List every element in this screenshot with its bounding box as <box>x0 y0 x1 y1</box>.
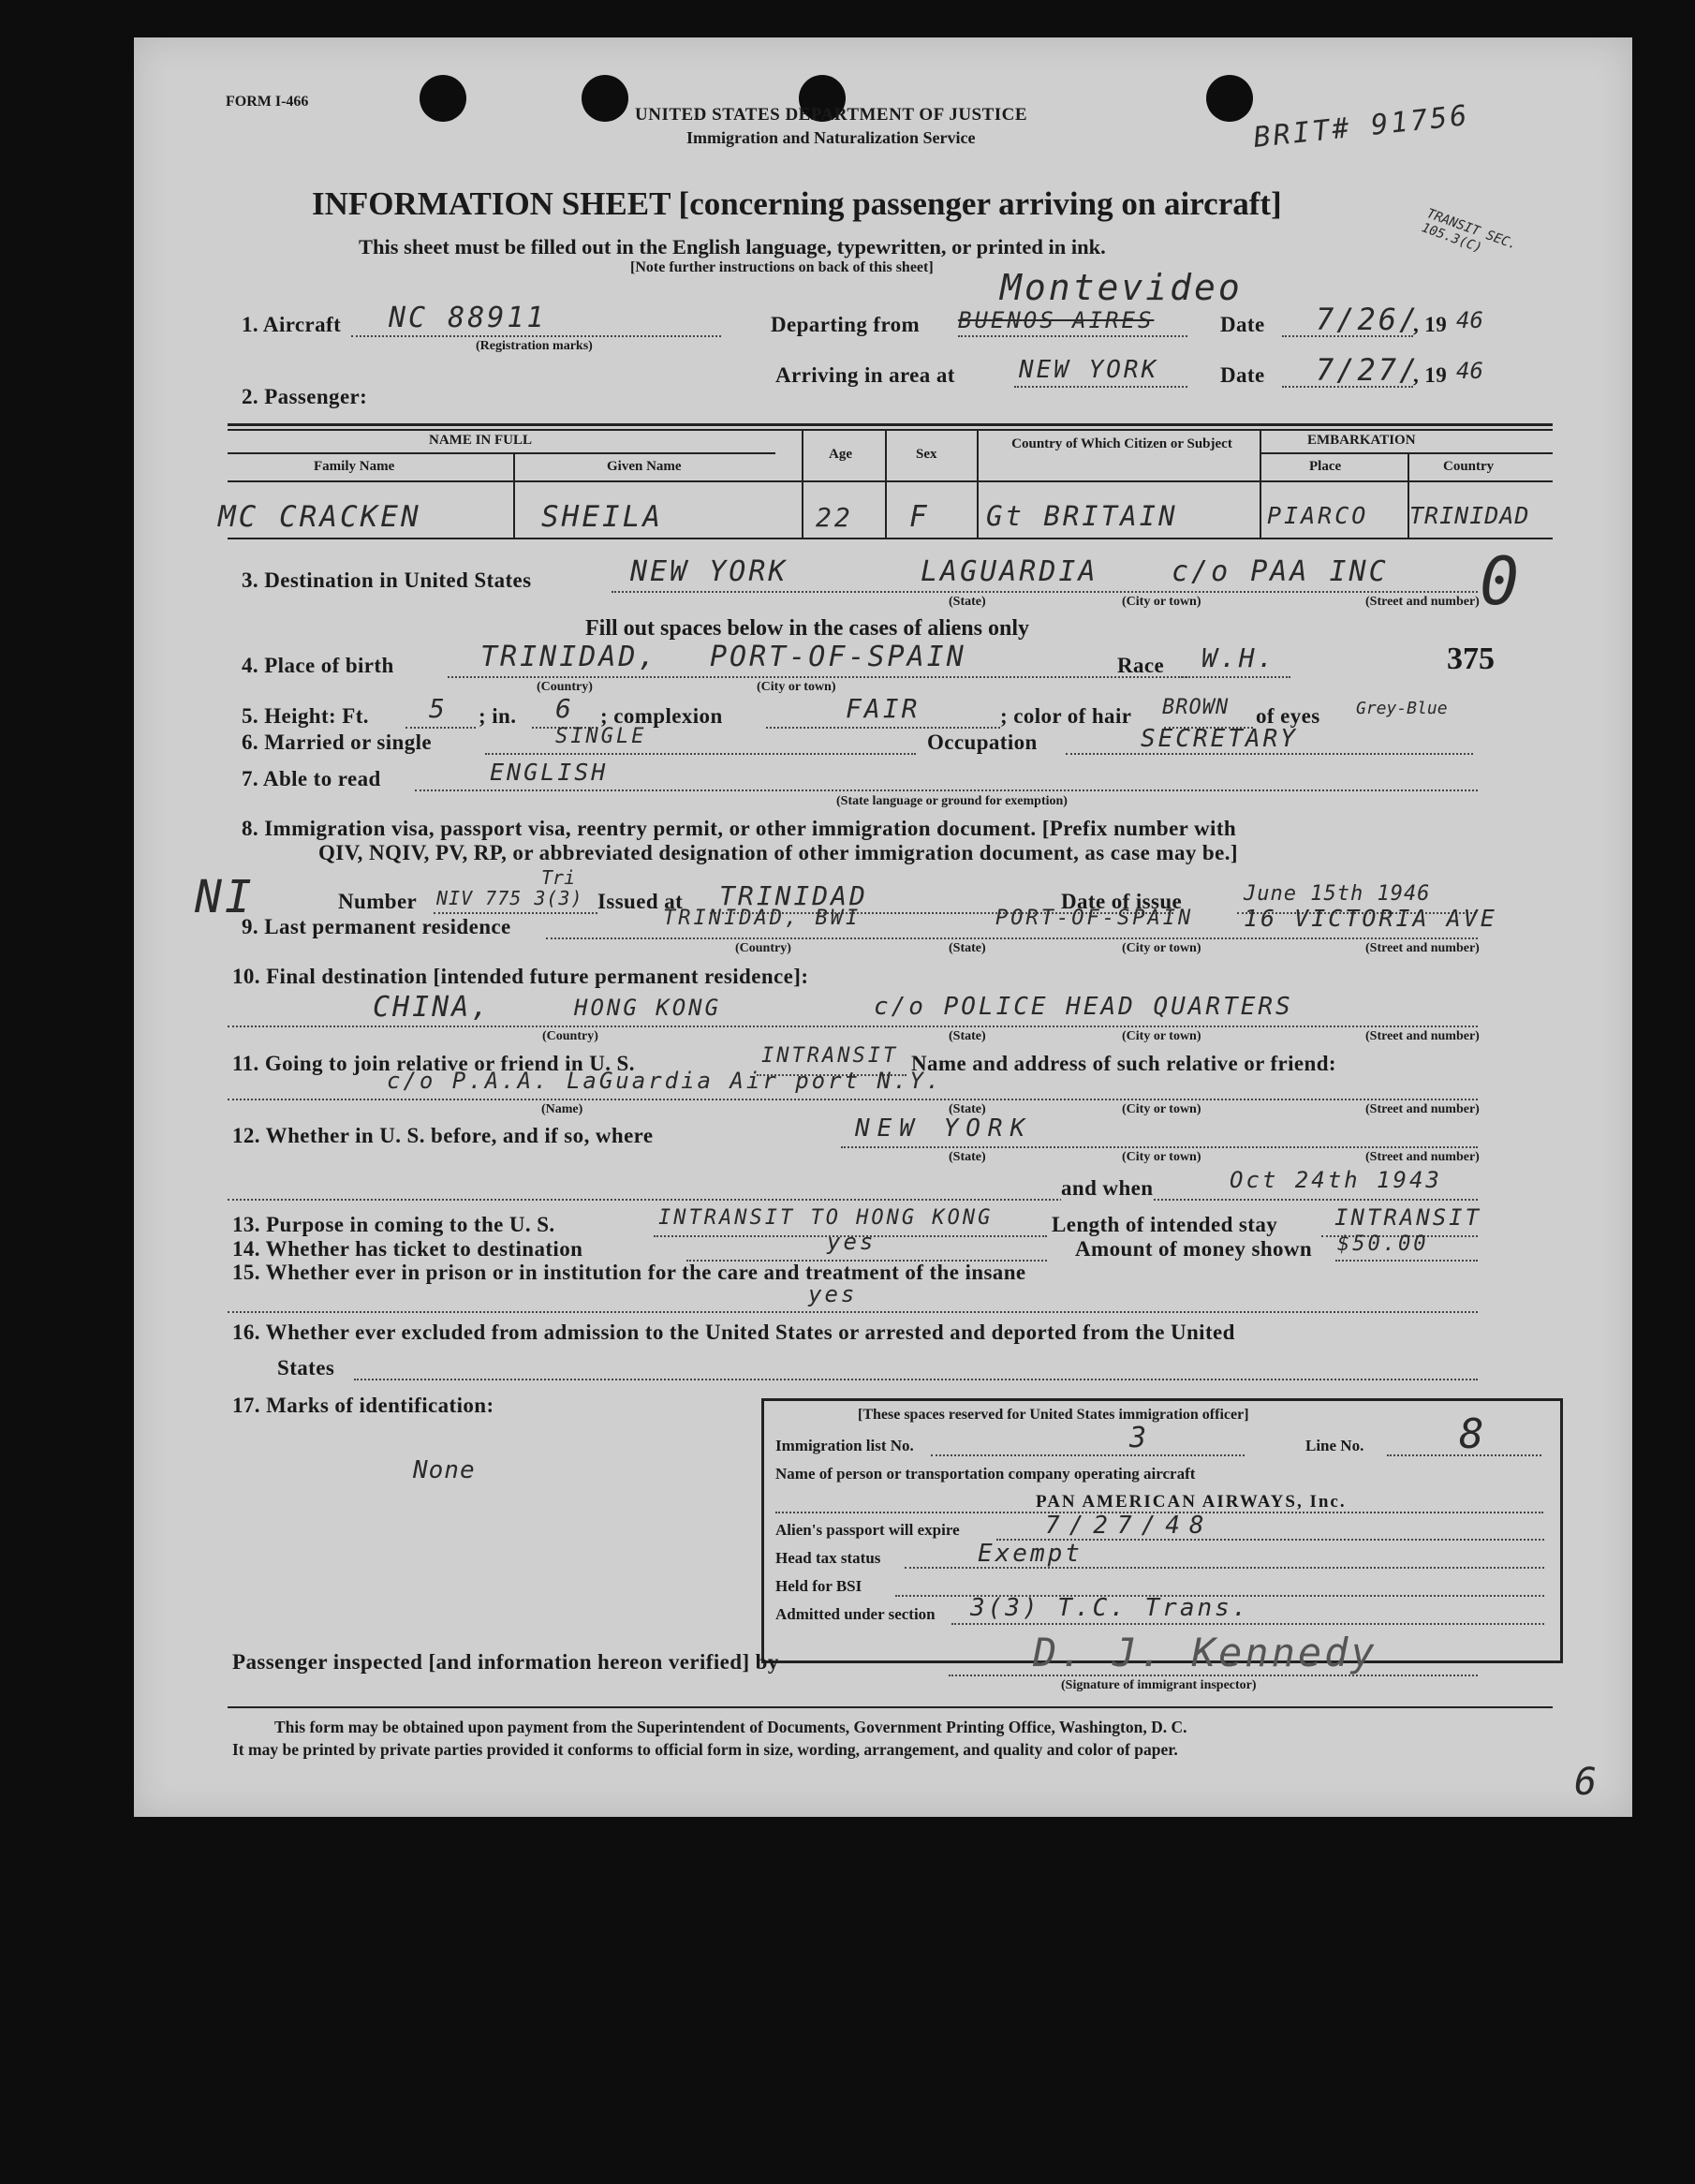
visa-number: NIV 775 3(3) <box>436 887 583 909</box>
arriving-label: Arriving in area at <box>775 363 955 387</box>
final-destination-label: 10. Final destination [intended future permanent residence]: <box>232 965 809 988</box>
punch-hole <box>582 75 628 122</box>
destination-label: 3. Destination in United States <box>242 568 532 592</box>
form-instruction: This sheet must be filled out in the English language, typewritten, or printed in ink. <box>359 235 1106 258</box>
prison-label: 15. Whether ever in prison or in institution for the care and treatment of the insane <box>232 1261 1026 1284</box>
residence-street: 16 VICTORIA AVE <box>1244 905 1497 932</box>
embark-country-value: TRINIDAD <box>1409 502 1530 529</box>
ticket-label: 14. Whether has ticket to destination <box>232 1237 583 1261</box>
circled-mark: 0 <box>1480 543 1520 620</box>
hair-value: BROWN <box>1162 696 1230 719</box>
issue-date-label: Date of issue <box>1061 890 1183 913</box>
relative-value-b: c/o P.A.A. LaGuardia Air port N.Y. <box>387 1068 943 1094</box>
visa-number-note: Tri <box>541 866 576 889</box>
birth-country: TRINIDAD, <box>480 641 658 673</box>
departure-year: 46 <box>1456 307 1483 333</box>
page-mark: 6 <box>1574 1761 1600 1804</box>
money-value: $50.00 <box>1337 1232 1429 1256</box>
footer-line1: This form may be obtained upon payment from the Superintendent of Documents, Government Printing Office, Washington, D. C. <box>274 1718 1187 1736</box>
passport-value: 7/27/48 <box>1045 1512 1214 1540</box>
relative-sub-street: (Street and number) <box>1365 1102 1480 1116</box>
aircraft-label: 1. Aircraft <box>242 313 342 336</box>
birth-city: PORT-OF-SPAIN <box>710 641 966 673</box>
height-in-label: ; in. <box>479 704 517 728</box>
eyes-value: Grey-Blue <box>1356 699 1448 718</box>
col-place: Place <box>1309 459 1342 474</box>
race-label: Race <box>1117 654 1165 677</box>
relative-value-a: INTRANSIT <box>761 1044 899 1068</box>
given-name-value: SHEILA <box>541 500 663 534</box>
before-value: NEW YORK <box>855 1114 1033 1143</box>
issued-label: Issued at <box>597 890 684 913</box>
before-sub-city: (City or town) <box>1122 1150 1201 1164</box>
destination-sub-state: (State) <box>949 595 986 609</box>
marks-label: 17. Marks of identification: <box>232 1394 494 1417</box>
ni-mark: NI <box>195 871 255 923</box>
col-family-name: Family Name <box>314 459 395 474</box>
excluded-line2: States <box>277 1356 335 1380</box>
issue-date-value: June 15th 1946 <box>1244 882 1431 906</box>
form-sheet <box>134 37 1632 1817</box>
officer-heading: [These spaces reserved for United States immigration officer] <box>858 1407 1249 1423</box>
final-sub-city: (City or town) <box>1122 1029 1201 1043</box>
bsi-label: Held for BSI <box>775 1577 862 1595</box>
form-note: [Note further instructions on back of this sheet] <box>630 259 934 275</box>
final-country: CHINA, <box>373 991 492 1024</box>
destination-street: c/o PAA INC <box>1172 555 1389 588</box>
complexion-value: FAIR <box>846 693 921 724</box>
residence-sub-country: (Country) <box>735 941 791 955</box>
complexion-label: ; complexion <box>600 704 723 728</box>
final-sub-country: (Country) <box>542 1029 598 1043</box>
number-label: Number <box>338 890 418 913</box>
year-prefix: , 19 <box>1413 313 1448 336</box>
occupation-value: SECRETARY <box>1141 725 1298 753</box>
inspector-signature: D. J. Kennedy <box>1033 1630 1378 1675</box>
passport-label: Alien's passport will expire <box>775 1521 960 1539</box>
read-label: 7. Able to read <box>242 767 381 790</box>
col-emb-country: Country <box>1443 459 1495 474</box>
when-label: and when <box>1061 1176 1154 1200</box>
inspected-label: Passenger inspected [and information hereon verified] by <box>232 1650 779 1674</box>
col-embarkation: EMBARKATION <box>1307 433 1416 448</box>
family-name-value: MC CRACKEN <box>218 500 421 534</box>
marks-value: None <box>413 1456 476 1484</box>
col-country-citizen: Country of Which Citizen or Subject <box>1011 436 1232 451</box>
relative-label-a: 11. Going to join relative or friend in U. S. <box>232 1052 635 1075</box>
residence-sub-state: (State) <box>949 941 986 955</box>
aircraft-value: NC 88911 <box>389 302 547 334</box>
hair-label: ; color of hair <box>1000 704 1132 728</box>
footer-line2: It may be printed by private parties provided it conforms to official form in size, wording, arrangement, and quality and color of paper. <box>232 1740 1178 1759</box>
purpose-label: 13. Purpose in coming to the U. S. <box>232 1213 555 1236</box>
height-label: 5. Height: Ft. <box>242 704 369 728</box>
residence-city: PORT-OF-SPAIN <box>995 907 1194 930</box>
before-sub-street: (Street and number) <box>1365 1150 1480 1164</box>
sex-value: F <box>909 500 930 534</box>
punch-hole <box>1206 75 1253 122</box>
when-value: Oct 24th 1943 <box>1230 1167 1442 1193</box>
height-ft: 5 <box>429 693 448 724</box>
department-title: UNITED STATES DEPARTMENT OF JUSTICE <box>635 105 1028 125</box>
relative-sub-city: (City or town) <box>1122 1102 1201 1116</box>
punch-hole <box>420 75 466 122</box>
tax-value: Exempt <box>978 1540 1083 1568</box>
destination-sub-street: (Street and number) <box>1365 595 1480 609</box>
occupation-label: Occupation <box>927 730 1038 754</box>
relative-sub-name: (Name) <box>541 1102 583 1116</box>
form-title: INFORMATION SHEET [concerning passenger arriving on aircraft] <box>312 185 1282 222</box>
operator-label: Name of person or transportation company operating aircraft <box>775 1465 1196 1483</box>
residence-sub-city: (City or town) <box>1122 941 1201 955</box>
final-state: HONG KONG <box>574 995 722 1021</box>
visa-line2: QIV, NQIV, PV, RP, or abbreviated designation of other immigration document, as case may be.] <box>318 841 1238 864</box>
service-title: Immigration and Naturalization Service <box>686 128 976 147</box>
serial-code: 375 <box>1447 642 1495 676</box>
embark-place-value: PIARCO <box>1267 502 1369 529</box>
tax-label: Head tax status <box>775 1549 881 1567</box>
height-in: 6 <box>555 693 574 724</box>
col-name-in-full: NAME IN FULL <box>429 433 533 448</box>
read-sub: (State language or ground for exemption) <box>836 794 1068 808</box>
departure-date: 7/26/ <box>1316 302 1421 337</box>
destination-state: NEW YORK <box>630 555 789 588</box>
purpose-value: INTRANSIT TO HONG KONG <box>658 1206 994 1230</box>
col-age: Age <box>829 447 852 462</box>
eyes-label: of eyes <box>1256 704 1320 728</box>
birth-sub-country: (Country) <box>537 680 593 694</box>
residence-country: TRINIDAD, BWI <box>663 907 862 930</box>
col-given-name: Given Name <box>607 459 682 474</box>
arrival-year-prefix: , 19 <box>1413 363 1448 387</box>
birth-sub-city: (City or town) <box>757 680 836 694</box>
date-label: Date <box>1220 313 1265 336</box>
line-label: Line No. <box>1305 1437 1364 1454</box>
passenger-label: 2. Passenger: <box>242 385 368 408</box>
operator-value: PAN AMERICAN AIRWAYS, Inc. <box>1036 1492 1347 1512</box>
residence-sub-street: (Street and number) <box>1365 941 1480 955</box>
aliens-heading: Fill out spaces below in the cases of aliens only <box>585 616 1030 641</box>
list-value: 3 <box>1129 1422 1150 1454</box>
relative-sub-state: (State) <box>949 1102 986 1116</box>
age-value: 22 <box>816 502 853 533</box>
before-sub-state: (State) <box>949 1150 986 1164</box>
relative-label-b: Name and address of such relative or friend: <box>911 1052 1336 1075</box>
transit-stamp: TRANSIT SEC. 105.3(C) <box>1419 206 1519 257</box>
marital-label: 6. Married or single <box>242 730 433 754</box>
line-value: 8 <box>1459 1410 1487 1458</box>
departing-struck: BUENOS AIRES <box>958 307 1155 333</box>
issued-value: TRINIDAD <box>719 880 868 911</box>
form-number: FORM I-466 <box>226 94 309 110</box>
col-sex: Sex <box>916 447 937 462</box>
destination-city: LAGUARDIA <box>921 555 1098 588</box>
list-label: Immigration list No. <box>775 1437 914 1454</box>
final-sub-state: (State) <box>949 1029 986 1043</box>
aircraft-sub: (Registration marks) <box>476 339 593 353</box>
arrival-year: 46 <box>1456 358 1483 384</box>
residence-label: 9. Last permanent residence <box>242 915 511 938</box>
excluded-line1: 16. Whether ever excluded from admission to the United States or arrested and deported from the United <box>232 1321 1235 1344</box>
final-city: c/o POLICE HEAD QUARTERS <box>874 993 1293 1021</box>
money-label: Amount of money shown <box>1075 1237 1313 1261</box>
stay-label: Length of intended stay <box>1052 1213 1278 1236</box>
departing-label: Departing from <box>771 313 921 336</box>
final-sub-street: (Street and number) <box>1365 1029 1480 1043</box>
visa-line1: 8. Immigration visa, passport visa, reentry permit, or other immigration document. [Prefix number with <box>242 817 1237 840</box>
brit-annotation: BRIT# 91756 <box>1251 98 1471 155</box>
admitted-label: Admitted under section <box>775 1605 936 1623</box>
arrival-date-label: Date <box>1220 363 1265 387</box>
arriving-value: NEW YORK <box>1019 356 1159 384</box>
before-label: 12. Whether in U. S. before, and if so, where <box>232 1124 654 1147</box>
read-value: ENGLISH <box>490 759 609 786</box>
officer-box <box>761 1398 1563 1663</box>
stay-value: INTRANSIT <box>1334 1204 1482 1231</box>
prison-value: yes <box>808 1281 858 1307</box>
destination-sub-city: (City or town) <box>1122 595 1201 609</box>
inspected-sub: (Signature of immigrant inspector) <box>1061 1678 1257 1692</box>
race-value: W.H. <box>1201 642 1276 673</box>
marital-value: SINGLE <box>555 725 647 748</box>
citizenship-value: Gt BRITAIN <box>986 500 1178 532</box>
ticket-value: yes <box>827 1229 877 1255</box>
admitted-value: 3(3) T.C. Trans. <box>970 1594 1250 1622</box>
birth-label: 4. Place of birth <box>242 654 394 677</box>
departing-value: Montevideo <box>1000 267 1243 308</box>
arrival-date: 7/27/ <box>1316 352 1421 388</box>
